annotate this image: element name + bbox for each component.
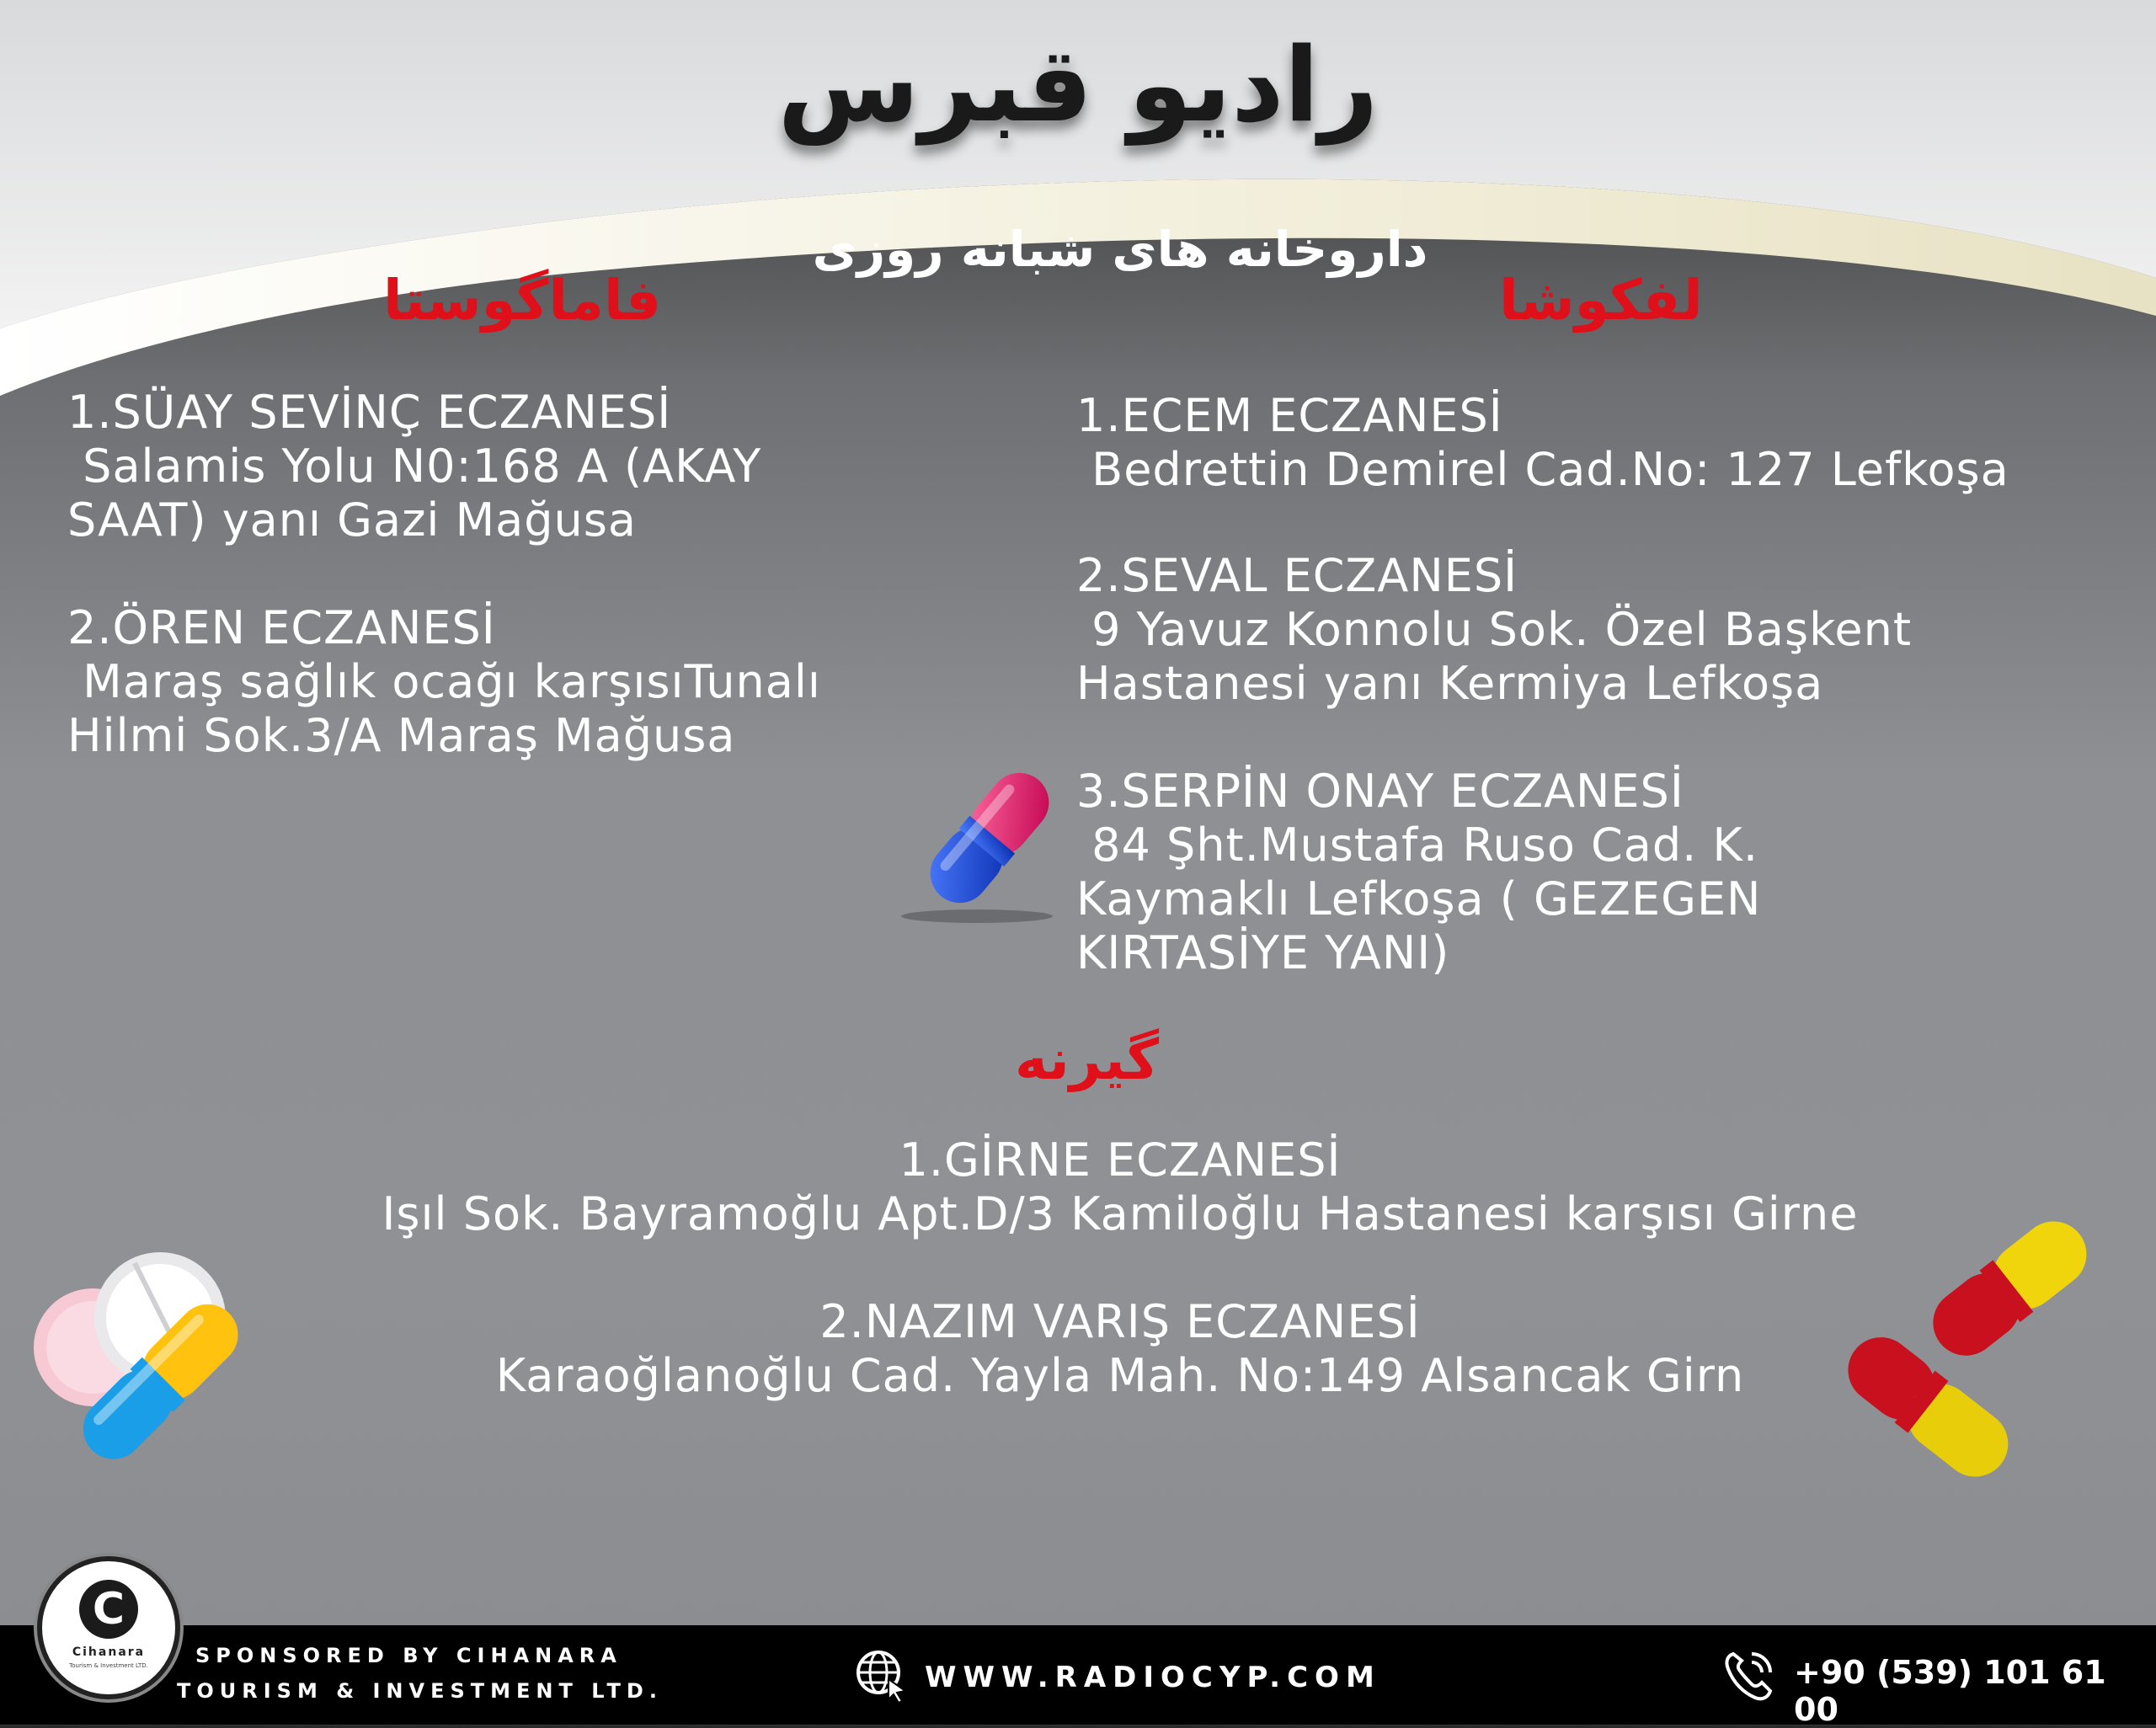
pharmacy-entry-lefkosa-1 — [1076, 389, 2137, 497]
globe-icon — [855, 1649, 909, 1703]
pharmacy-address: KIRTASİYE YANI) — [1076, 926, 1450, 979]
pharmacy-entry-lefkosa-3 — [1076, 765, 2137, 980]
region-heading-famagusta: فاماگوستا — [383, 268, 662, 333]
pharmacy-address: 9 Yavuz Konnolu Sok. Özel Başkent — [1076, 603, 1913, 656]
pharmacy-address: Maraş sağlık ocağı karşısıTunalı — [67, 655, 821, 708]
sponsor-logo — [37, 1556, 180, 1699]
pharmacy-address: SAAT) yanı Gazi Mağusa — [67, 493, 637, 547]
logo-name: Cihanara — [72, 1645, 146, 1659]
region-heading-lefkosa: لفکوشا — [1499, 268, 1703, 333]
logo-subtext: Tourism & Investment LTD. — [69, 1662, 148, 1669]
pharmacy-entry-famagusta-1 — [67, 386, 994, 547]
website-link[interactable]: WWW.RADIOCYP.COM — [925, 1661, 1381, 1694]
pharmacy-name: 1.GİRNE ECZANESİ — [899, 1133, 1342, 1187]
sponsor-line-2: TOURISM & INVESTMENT LTD. — [177, 1679, 663, 1703]
pharmacy-name: 1.SÜAY SEVİNÇ ECZANESİ — [67, 386, 672, 439]
pharmacy-entry-famagusta-2 — [67, 601, 1011, 763]
pharmacy-entry-girne-2 — [194, 1295, 2047, 1403]
pharmacy-address: Hastanesi yanı Kermiya Lefkoşa — [1076, 657, 1824, 710]
region-heading-girne: گیرنه — [1015, 1027, 1160, 1092]
pharmacy-name: 3.SERPİN ONAY ECZANESİ — [1076, 765, 1684, 818]
red-capsules-icon — [1819, 1196, 2122, 1507]
pharmacy-address: Kaymaklı Lefkoşa ( GEZEGEN — [1076, 872, 1762, 925]
pharmacy-address: Hilmi Sok.3/A Maraş Mağusa — [67, 709, 736, 762]
pharmacy-address: Salamis Yolu N0:168 A (AKAY — [67, 440, 762, 493]
pharmacy-name: 1.ECEM ECZANESİ — [1076, 389, 1503, 442]
pharmacy-address: Karaoğlanoğlu Cad. Yayla Mah. No:149 Alsancak Girn — [495, 1349, 1745, 1402]
page-subtitle: داروخانه های شبانه روزی — [812, 221, 1428, 278]
phone-icon — [1721, 1649, 1775, 1703]
logo-letter: C — [79, 1580, 138, 1639]
pharmacy-address: Bedrettin Demirel Cad.No: 127 Lefkoşa — [1076, 443, 2009, 496]
page-title: رادیو قبرس — [777, 25, 1379, 145]
pharmacy-entry-lefkosa-2 — [1076, 549, 2137, 711]
pharmacy-name: 2.SEVAL ECZANESİ — [1076, 549, 1518, 602]
tablets-pill-icon — [34, 1246, 286, 1499]
pharmacy-address: Işıl Sok. Bayramoğlu Apt.D/3 Kamiloğlu Hastanesi karşısı Girne — [382, 1187, 1859, 1240]
capsule-pill-icon — [893, 741, 1086, 935]
pharmacy-address: 84 Şht.Mustafa Ruso Cad. K. — [1076, 819, 1758, 872]
sponsor-line-1: SPONSORED BY CIHANARA — [195, 1644, 622, 1667]
phone-number[interactable]: +90 (539) 101 61 00 — [1794, 1654, 2106, 1728]
pharmacy-entry-girne-1 — [194, 1133, 2047, 1241]
pharmacy-name: 2.NAZIM VARIŞ ECZANESİ — [819, 1295, 1421, 1348]
pharmacy-name: 2.ÖREN ECZANESİ — [67, 601, 496, 654]
